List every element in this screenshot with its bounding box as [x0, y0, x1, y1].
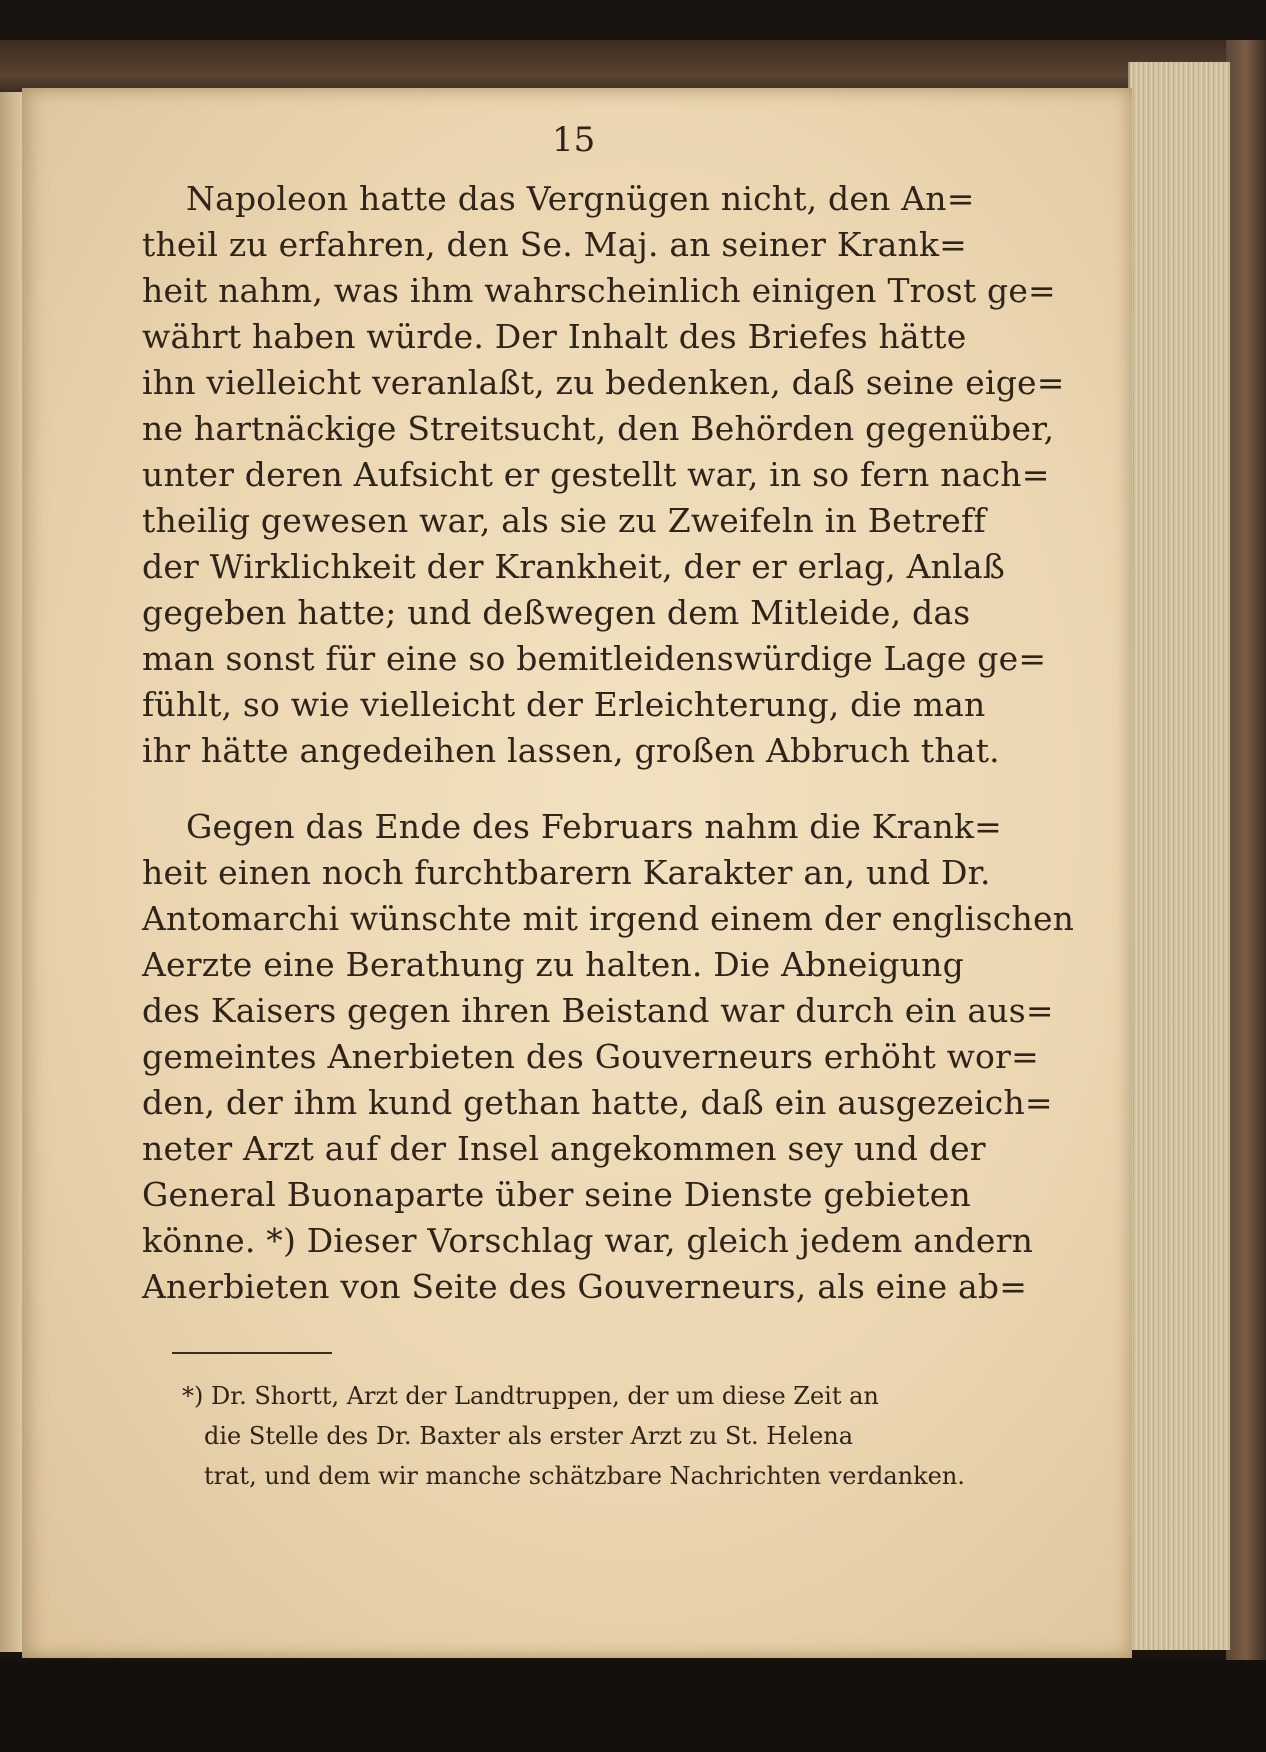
- footnote-line: die Stelle des Dr. Baxter als erster Arzt zu St. Helena: [204, 1422, 854, 1450]
- body-line: Anerbieten von Seite des Gouverneurs, als eine ab=: [142, 1267, 1028, 1306]
- footnote-line: trat, und dem wir manche schätzbare Nachrichten verdanken.: [204, 1462, 965, 1490]
- body-line: neter Arzt auf der Insel angekommen sey und der: [142, 1129, 986, 1168]
- facing-page-edge: [0, 92, 22, 1652]
- footnote-line: *) Dr. Shortt, Arzt der Landtruppen, der um diese Zeit an: [182, 1382, 879, 1410]
- page-stack: [1128, 62, 1230, 1650]
- body-line: ihr hätte angedeihen lassen, großen Abbruch that.: [142, 731, 1000, 770]
- body-line: gegeben hatte; und deßwegen dem Mitleide, das: [142, 593, 971, 632]
- body-line: ihn vielleicht veranlaßt, zu bedenken, daß seine eige=: [142, 363, 1065, 402]
- page-number: 15: [552, 120, 596, 160]
- body-line: Antomarchi wünschte mit irgend einem der englischen: [142, 899, 1075, 938]
- body-line: theilig gewesen war, als sie zu Zweifeln in Betreff: [142, 501, 986, 540]
- body-line: des Kaisers gegen ihren Beistand war durch ein aus=: [142, 991, 1054, 1030]
- footnote-divider: [172, 1352, 332, 1354]
- body-line: der Wirklichkeit der Krankheit, der er erlag, Anlaß: [142, 547, 1006, 586]
- background-bottom: [0, 1660, 1266, 1752]
- body-line: Napoleon hatte das Vergnügen nicht, den An=: [186, 179, 975, 218]
- body-line: Aerzte eine Berathung zu halten. Die Abneigung: [142, 945, 964, 984]
- body-line: den, der ihm kund gethan hatte, daß ein ausgezeich=: [142, 1083, 1053, 1122]
- body-line: General Buonaparte über seine Dienste gebieten: [142, 1175, 971, 1214]
- body-line: fühlt, so wie vielleicht der Erleichterung, die man: [142, 685, 986, 724]
- body-line: könne. *) Dieser Vorschlag war, gleich jedem andern: [142, 1221, 1034, 1260]
- book-cover-edge-right: [1226, 40, 1266, 1660]
- body-line: Gegen das Ende des Februars nahm die Krank=: [186, 807, 1002, 846]
- body-line: theil zu erfahren, den Se. Maj. an seiner Krank=: [142, 225, 968, 264]
- body-line: heit einen noch furchtbarern Karakter an, und Dr.: [142, 853, 991, 892]
- body-line: gemeintes Anerbieten des Gouverneurs erhöht wor=: [142, 1037, 1039, 1076]
- body-line: heit nahm, was ihm wahrscheinlich einigen Trost ge=: [142, 271, 1056, 310]
- body-line: währt haben würde. Der Inhalt des Briefes hätte: [142, 317, 967, 356]
- body-line: unter deren Aufsicht er gestellt war, in so fern nach=: [142, 455, 1050, 494]
- body-line: man sonst für eine so bemitleidenswürdige Lage ge=: [142, 639, 1047, 678]
- book-page: [22, 88, 1132, 1658]
- body-line: ne hartnäckige Streitsucht, den Behörden gegenüber,: [142, 409, 1055, 448]
